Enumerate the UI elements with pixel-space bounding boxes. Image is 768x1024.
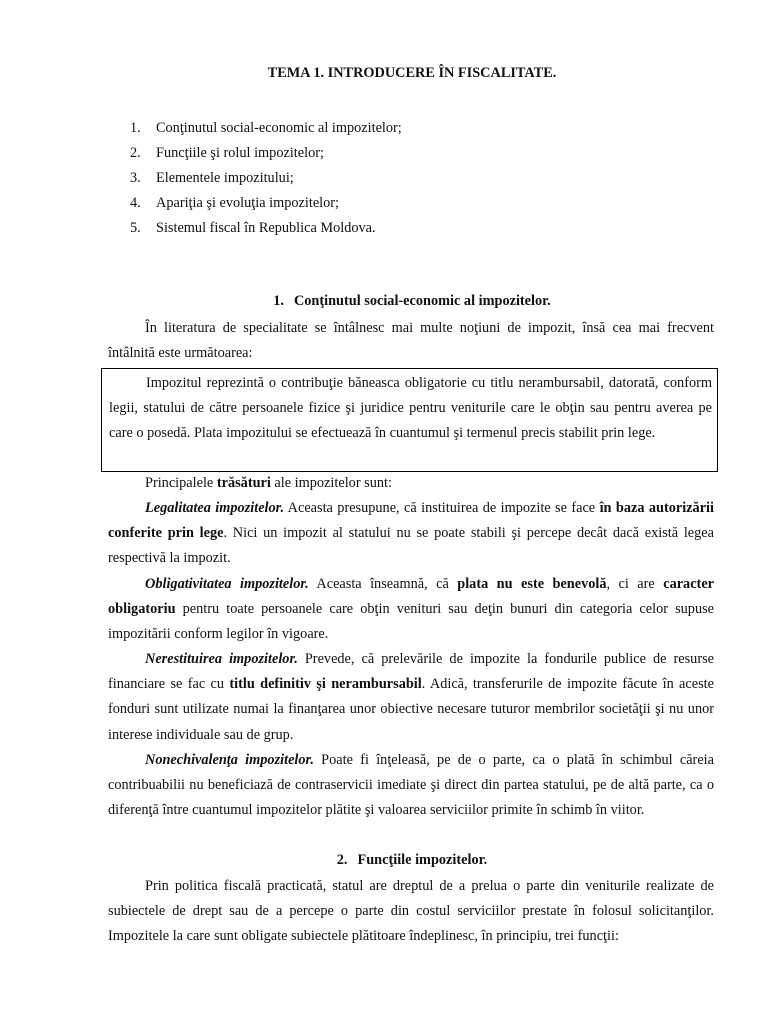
list-item: 2. Funcţiile şi rolul impozitelor; xyxy=(130,145,324,161)
nonechivalenta-paragraph: Nonechivalenţa impozitelor. Poate fi înţeleasă, pe de o parte, ca o plată în schimbul căreia contribuabilii nu beneficiază de contraservicii imediate şi direct din partea statului, pe de altă parte, ca o diferenţă între cuantumul impozitelor plătite şi valoarea serviciilor primite în schimb în viitor. xyxy=(108,752,714,819)
legalitate-paragraph: Legalitatea impozitelor. Aceasta presupune, că instituirea de impozite se face în baza autorizării conferite prin lege. Nici un impozit al statului nu se poate stabili şi percepe decât dacă există legea respectivă la impozit. xyxy=(108,500,715,567)
list-item: 4. Apariţia şi evoluţia impozitelor; xyxy=(130,195,340,211)
list-item: 3. Elementele impozitului; xyxy=(130,170,294,186)
document-title: TEMA 1. INTRODUCERE ÎN FISCALITATE. xyxy=(267,65,557,81)
functions-paragraph: Prin politica fiscală practicată, statul are dreptul de a prelua o parte din veniturile realizate de subiectele de drept sau de a percepe o parte din costul serviciilor prestate în folosul solicitanţilor. Impozitele la care sunt obligate subiectele plătitoare îndeplinesc, în principiu, trei funcţii: xyxy=(108,878,714,945)
topics-list xyxy=(130,118,402,243)
nerestituire-paragraph: Nerestituirea impozitelor. Prevede, că prelevările de impozite la fondurile publice de resurse financiare se fac cu titlu definitiv şi nerambursabil. Adică, transferurile de impozite făcute în aceste fonduri sunt utilizate numai la finanţarea unor obiective necesare tuturor membrilor societăţii şi nu unor interese individuale sau de grup. xyxy=(108,651,714,743)
term-nonechivalenta: Nonechivalenţa impozitelor. xyxy=(145,752,314,768)
list-item: 5. Sistemul fiscal în Republica Moldova. xyxy=(130,220,376,236)
term-legalitate: Legalitatea impozitelor. xyxy=(145,500,285,516)
definition-text: Impozitul reprezintă o contribuţie băneasca obligatorie cu titlu nerambursabil, datorată, conform legii, statului de către persoanele fizice şi juridice pentru veniturile care le obţin sau pentru averea pe care o posedă. Plata impozitului se efectuează în cuantumul şi termenul precis stabilit prin lege. xyxy=(109,375,712,442)
section-1-heading: 1. Conţinutul social-economic al impozitelor. xyxy=(273,293,551,309)
features-intro: Principalele trăsături ale impozitelor sunt: xyxy=(145,475,392,491)
definition-box xyxy=(101,368,718,472)
obligativitate-paragraph: Obligativitatea impozitelor. Aceasta înseamnă, că plata nu este benevolă, ci are caracter obligatoriu pentru toate persoanele care obţin venituri sau deţin bunuri din categoria celor supuse impozitării conform legilor în vigoare. xyxy=(108,576,715,643)
term-nerestituire: Nerestituirea impozitelor. xyxy=(145,651,298,667)
term-obligativitate: Obligativitatea impozitelor. xyxy=(145,576,309,592)
list-item: 1. Conţinutul social-economic al impozitelor; xyxy=(130,120,402,136)
section-2-heading: 2. Funcţiile impozitelor. xyxy=(336,852,488,868)
intro-paragraph: În literatura de specialitate se întâlnesc mai multe noţiuni de impozit, însă cea mai frecvent întâlnită este următoarea: xyxy=(108,320,714,362)
